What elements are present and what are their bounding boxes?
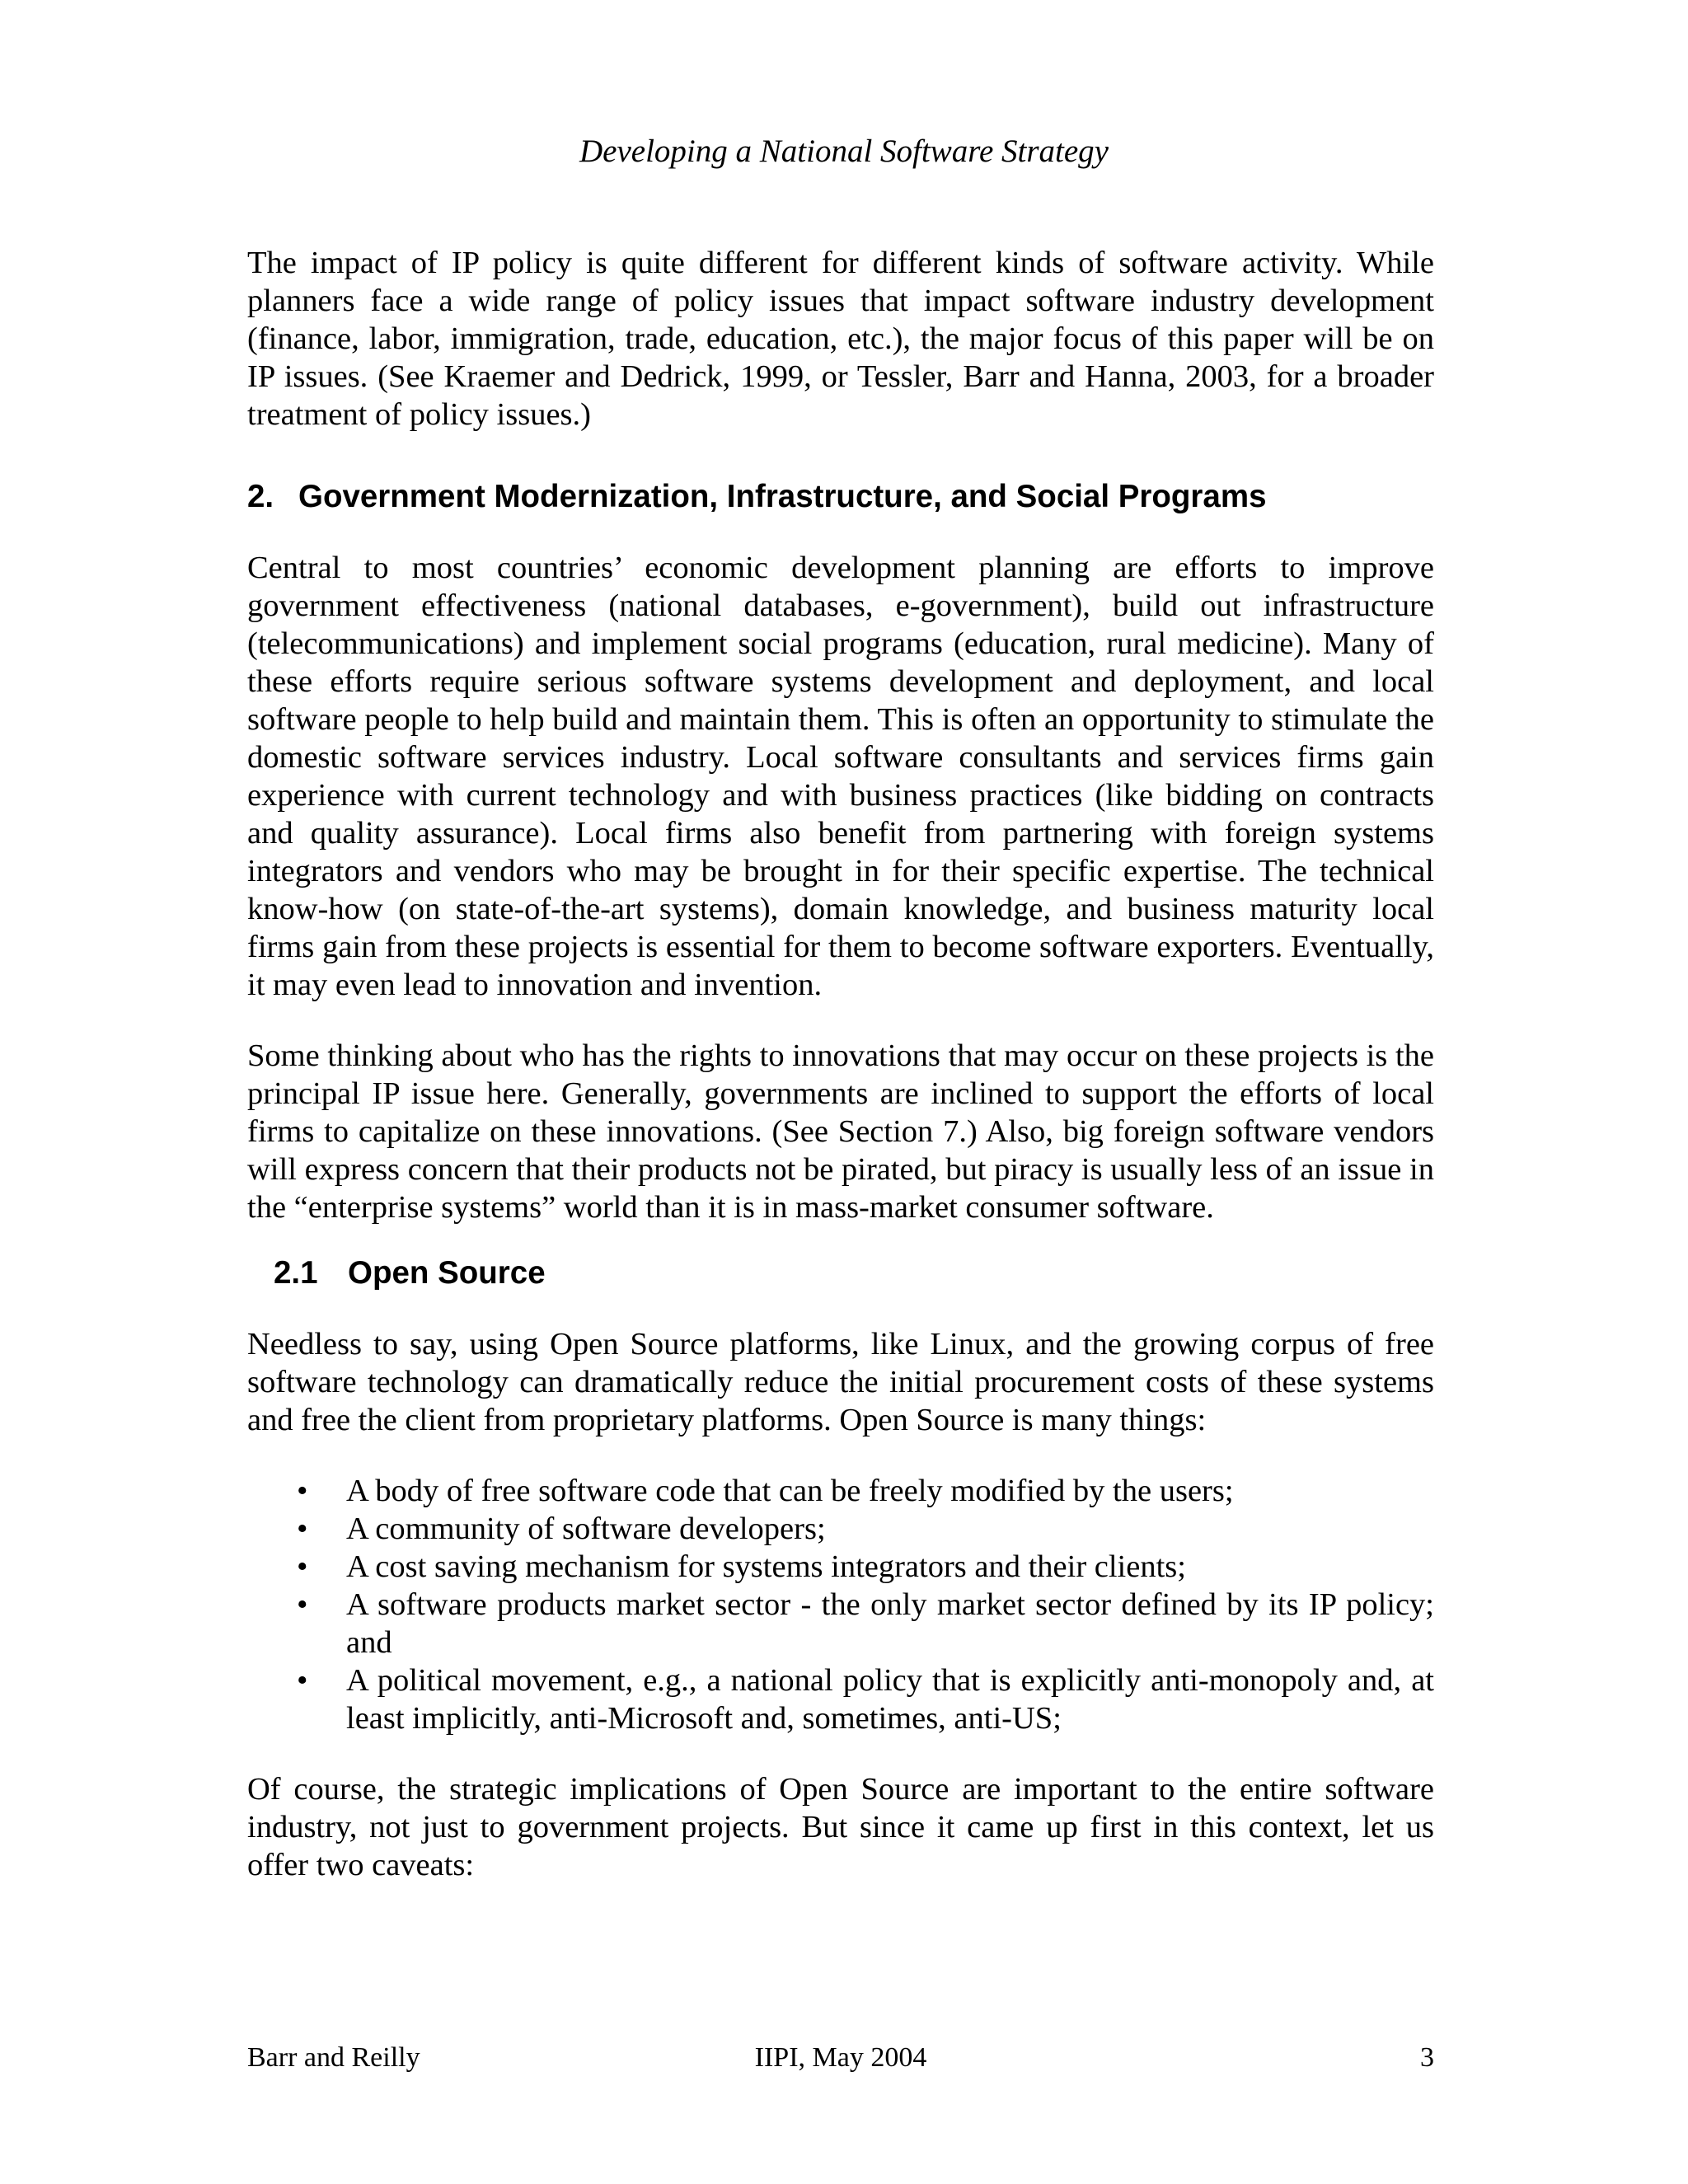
list-item-text: A community of software developers; [346,1511,826,1546]
section-2-1-title: Open Source [348,1255,546,1291]
list-item-text: A political movement, e.g., a national policy that is explicitly anti-monopoly and, at least implicitly, anti-Microsoft and, sometimes, anti-US; [346,1663,1434,1736]
footer-authors: Barr and Reilly [247,2042,420,2073]
footer-page-number: 3 [1420,2042,1434,2073]
list-item [247,1586,1434,1661]
section-2-1-closing: Of course, the strategic implications of Open Source are important to the entire software industry, not just to government projects. But since it came up first in this context, let us offer two caveats: [247,1772,1434,1882]
bullet-icon: • [297,1587,308,1622]
section-2-1-number: 2.1 [274,1255,318,1291]
list-item-text: A body of free software code that can be freely modified by the users; [346,1474,1234,1508]
list-item [247,1548,1434,1586]
section-2-number: 2. [247,479,274,514]
list-item-text: A cost saving mechanism for systems integrators and their clients; [346,1549,1186,1584]
list-item [247,1510,1434,1548]
intro-paragraph: The impact of IP policy is quite different for different kinds of software activity. While planners face a wide range of policy issues that impact software industry development (finance, labor, immigration, trade, education, etc.), the major focus of this paper will be on IP issues. (See Kraemer and Dedrick, 1999, or Tessler, Barr and Hanna, 2003, for a broader treatment of policy issues.) [247,246,1434,432]
section-2-paragraph-1: Central to most countries’ economic development planning are efforts to improve government effectiveness (national databases, e-government), build out infrastructure (telecommunications) and implement social programs (education, rural medicine). Many of these efforts require serious software systems development and deployment, and local software people to help build and maintain them. This is often an opportunity to stimulate the domestic software services industry. Local software consultants and services firms gain experience with current technology and with business practices (like bidding on contracts and quality assurance). Local firms also benefit from partnering with foreign systems integrators and vendors who may be brought in for their specific expertise. The technical know-how (on state-of-the-art systems), domain knowledge, and business maturity local firms gain from these projects is essential for them to become software exporters. Eventually, it may even lead to innovation and invention. [247,551,1434,1002]
list-item [247,1472,1434,1510]
section-2-1-intro: Needless to say, using Open Source platforms, like Linux, and the growing corpus of free software technology can dramatically reduce the initial procurement costs of these systems and free the client from proprietary platforms. Open Source is many things: [247,1327,1434,1437]
section-2-heading [247,478,1434,516]
section-2-title: Government Modernization, Infrastructure, and Social Programs [298,479,1267,514]
bullet-icon: • [297,1511,308,1546]
bullet-icon: • [297,1474,308,1508]
list-item [247,1661,1434,1737]
page-footer [247,2039,1434,2077]
footer-venue: IIPI, May 2004 [754,2042,927,2073]
bullet-icon: • [297,1663,308,1698]
section-2-paragraph-2: Some thinking about who has the rights to innovations that may occur on these projects is the principal IP issue here. Generally, governments are inclined to support the efforts of local firms to capitalize on these innovations. (See Section 7.) Also, big foreign software vendors will express concern that their products not be pirated, but piracy is usually less of an issue in the “enterprise systems” world than it is in mass-market consumer software. [247,1038,1434,1225]
list-item-text: A software products market sector - the only market sector defined by its IP policy; and [346,1587,1434,1660]
bullet-icon: • [297,1549,308,1584]
running-header: Developing a National Software Strategy [579,134,1109,169]
open-source-list [247,1472,1434,1737]
page-body [247,244,1434,1884]
section-2-1-heading [274,1254,1434,1292]
